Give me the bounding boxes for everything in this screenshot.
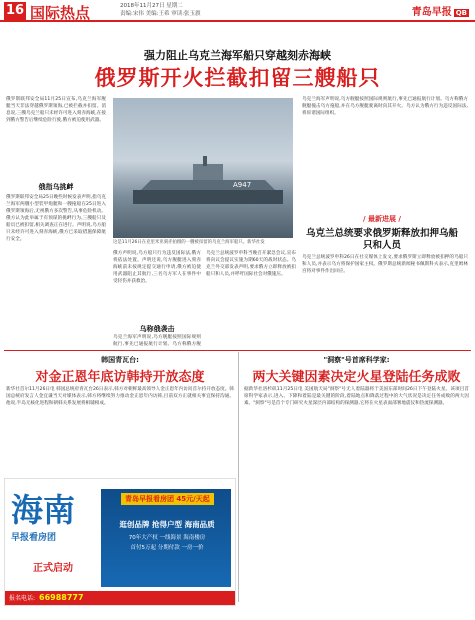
ad-title: 海南 xyxy=(11,491,76,529)
column-2b-text: 乌克兰海军声明说,乌方舰艇按照国际规则航行,事先已通报航行计划。乌方称俄方舰 xyxy=(113,335,201,347)
date-line: 2018年11月27日 星期二 xyxy=(120,3,183,9)
ad-line-1: 逛创品牌 抢得户型 海南品质 xyxy=(119,520,215,529)
ad-phone: 66988777 xyxy=(39,593,84,602)
main-kicker: 强力阻止乌克兰海军船只穿越刻赤海峡 xyxy=(144,49,331,62)
story-2-kicker: 韩国青瓦台: xyxy=(101,356,139,364)
ad-footer xyxy=(5,591,235,605)
page-header xyxy=(0,0,475,22)
story-3-text: 据新华社洛杉矶11月25日电 美国航天局"洞察"号无人着陆器将于美国东部时间26日下午登陆火星。该项目首席科学家表示,进入、下降和着陆是最关键的阶段,着陆地点和降落过程中的大气状况是决定任务成败的两大因素。"洞察"号是首个专门研究火星深层内部结构的探测器,它将在火星表面部署地震仪和热流探测器。 xyxy=(244,387,469,406)
section-divider xyxy=(4,350,471,351)
ad-event: 正式启动 xyxy=(33,563,73,574)
ad-panel xyxy=(101,489,231,587)
ad-badge: 青岛早报看房团 45元/天起 xyxy=(121,493,214,505)
ad-line-2: 70年大产权 一线海景 海南楼房 xyxy=(128,535,206,541)
ad-line-3: 首付5万起 分期付款 一房一价 xyxy=(130,545,204,551)
story-3-kicker: "洞察"号首席科学家: xyxy=(323,356,390,364)
column-divider xyxy=(238,352,239,602)
story-2-title: 对金正恩年底访韩持开放态度 xyxy=(35,370,205,385)
latest-news-label: / 最新进展 / xyxy=(363,215,401,223)
ship-photo xyxy=(113,98,293,238)
header-meta xyxy=(120,3,201,18)
ship-illustration xyxy=(133,156,283,204)
latest-news-title: 乌克兰总统要求俄罗斯释放扣押乌船只和人员 xyxy=(305,228,458,251)
brand-logo xyxy=(412,3,469,18)
ad-phone-label: 报名电话: xyxy=(9,595,36,602)
subhead-2: 乌称俄袭击 xyxy=(139,325,175,333)
brand-badge: QB xyxy=(455,9,467,17)
main-headline: 俄罗斯开火拦截扣留三艘船只 xyxy=(94,66,381,90)
latest-news-text: 乌克兰总统波罗申科26日在社交媒体上发文,要求俄罗斯立即释放被扣押的乌船只和人员,并表示乌方将保护国家主权。俄罗斯总统新闻秘书佩斯科夫表示,克里姆林宫将对事件作出回应。 xyxy=(302,255,468,274)
page-number: 16 xyxy=(5,3,25,18)
column-4-text: 乌克兰海军声明说,乌方舰艇按照国际规则航行,事先已通报航行计划。乌方称俄方舰艇撞击乌方拖船,并在乌方舰艇驶离时向其开火。乌方认为俄方行为违反国际法,将诉诸国际组织。 xyxy=(302,97,468,116)
lead-paragraph: 俄罗斯联邦安全局11月25日宣布,乌克兰海军舰艇当天非法穿越俄罗斯领海,已被拦截并扣留。消息说,三艘乌克兰船只未经许可进入刻赤海峡,在接到俄方警告后继续危险行驶,俄方被迫使用武器。 xyxy=(6,97,106,123)
hainan-advertisement xyxy=(4,478,236,606)
hull-number: A947 xyxy=(233,181,252,189)
photo-caption: 这是11月26日在克里米亚刻赤拍摄的一艘被扣留的乌克兰海军船只。新华社发 xyxy=(113,240,265,245)
column-3-text: 乌克兰总统波罗申科当晚召开紧急会议,宣布将向议会提议实施为期60天的战时状态。乌克兰外交部发表声明,要求俄方立即释放被扣船只和人员,并呼吁国际社会对俄施压。 xyxy=(206,251,296,277)
column-1-text: 俄罗斯联邦安全局25日晚些时候发表声明,指乌克兰海军两艘小型装甲炮艇和一艘拖船在25日进入俄罗斯领海后,无视俄方多次警告,从事危险机动。俄方认为此举属于有预谋的挑衅行为,三艘船只及船员已被扣留,相关调查正在进行。声明说,乌方船只未经许可进入刻赤海峡,俄方已采取措施保障航行安全。 xyxy=(6,195,106,242)
story-2-text: 新华社首尔11月26日电 韩国总统府青瓦台26日表示,韩方对朝鲜最高领导人金正恩年内访问首尔持开放态度。韩国总统府发言人金宜谦当天对媒体表示,韩方将继续努力推动金正恩年内访韩,目前双方正就相关事宜保持沟通。他说,半岛无核化进程和朝韩关系发展将相辅相成。 xyxy=(6,387,234,406)
column-2-text: 俄方声明说,乌方船只行为违反国际法,俄方将依法处置。声明还说,乌方舰艇进入刻赤海峡前未按规定提交通行申请,俄方被迫使用武器阻止其航行,三名乌方军人在事件中受轻伤并获救治。 xyxy=(113,251,201,284)
subhead-1: 俄指乌挑衅 xyxy=(38,183,74,191)
section-title: 国际热点 xyxy=(30,4,91,22)
brand-name: 青岛早报 xyxy=(411,7,452,18)
story-3-title: 两大关键因素决定火星登陆任务成败 xyxy=(252,370,461,385)
ad-tagline: 早报看房团 xyxy=(11,533,57,543)
editors-line: 责编:宋伟 美编:王希 审读:张玉旗 xyxy=(120,10,201,17)
